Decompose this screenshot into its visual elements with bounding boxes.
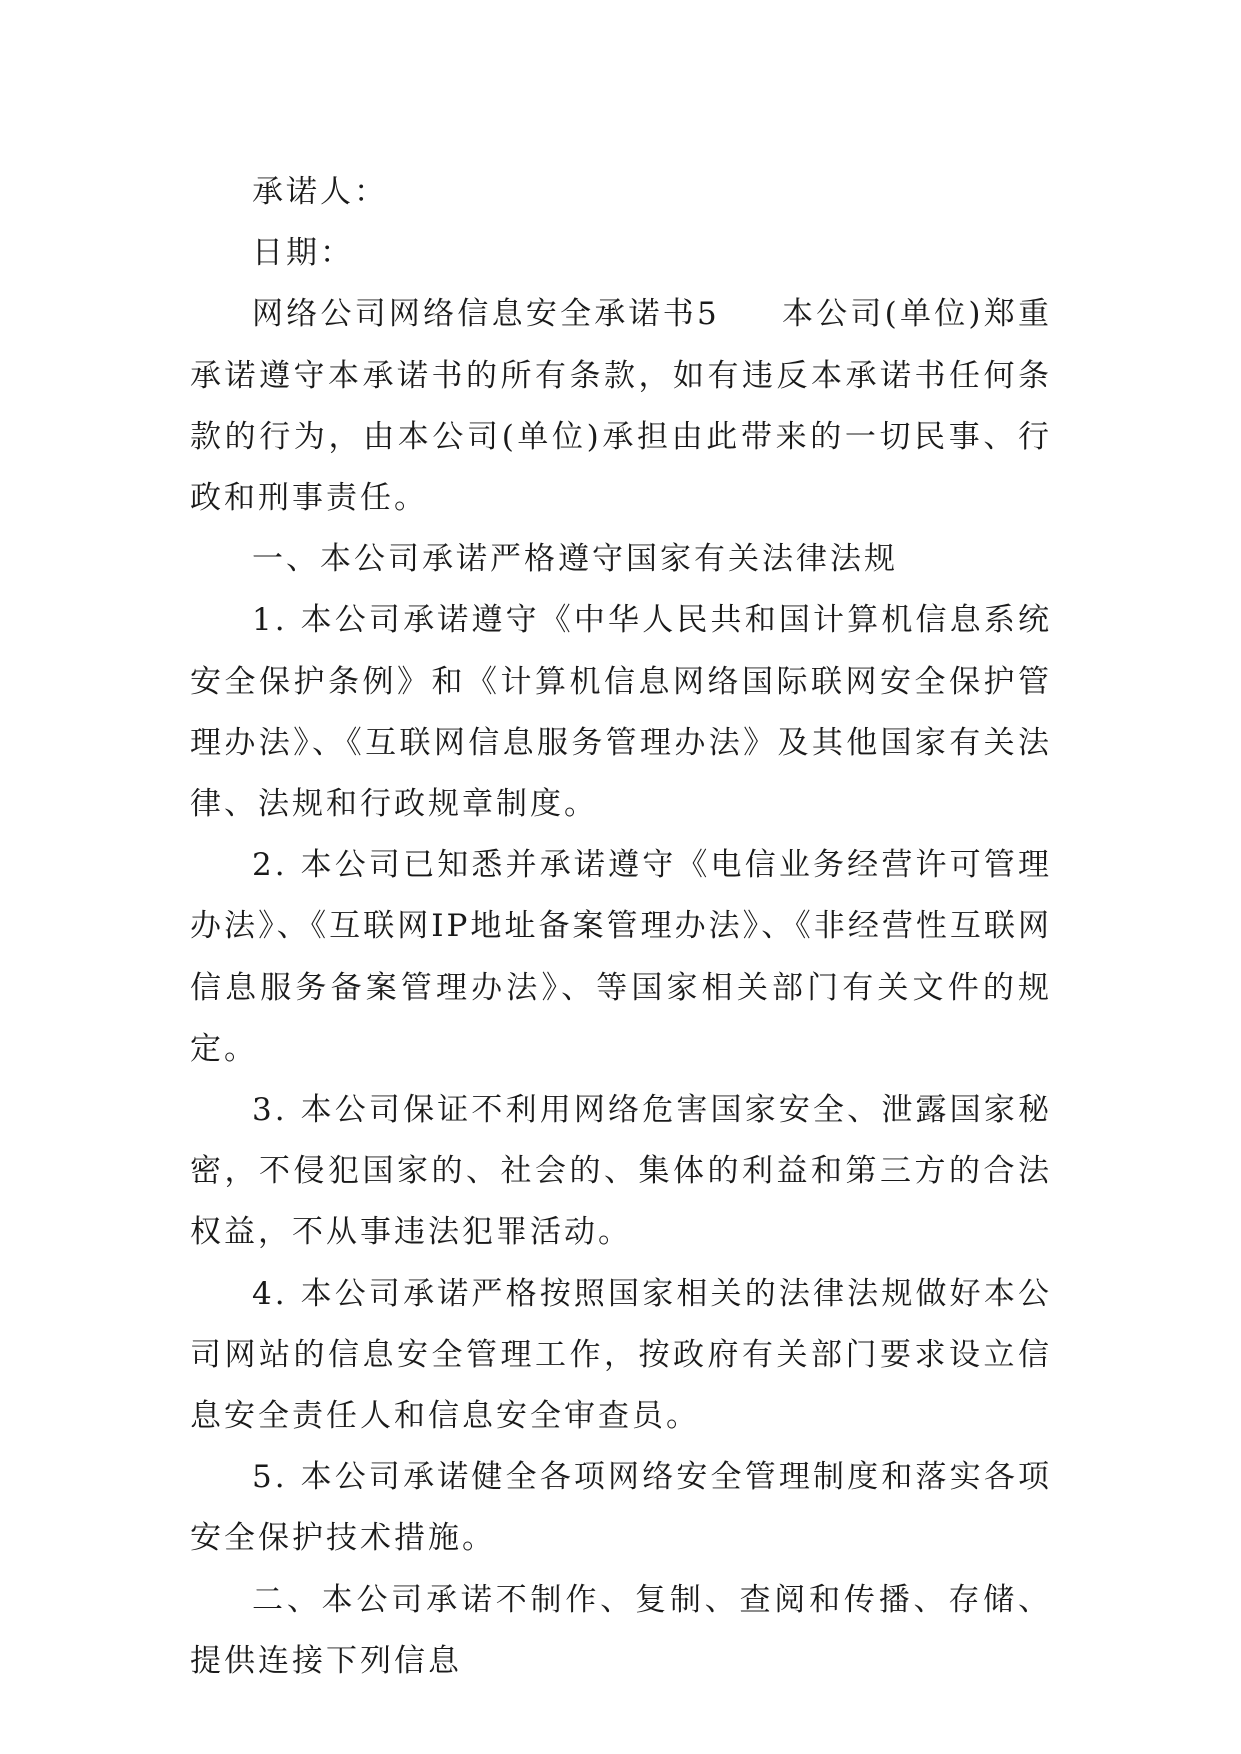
section-2-heading: 二、本公司承诺不制作、复制、查阅和传播、存储、提供连接下列信息: [190, 1581, 1052, 1679]
document-title: 网络公司网络信息安全承诺书5: [252, 296, 720, 333]
signer-label: 承诺人：: [252, 174, 388, 210]
list-item: 1. 本公司承诺遵守《中华人民共和国计算机信息系统安全保护条例》和《计算机信息网络国际联网安全保护管理办法》、《互联网信息服务管理办法》及其他国家有关法律、法规和行政规章制度。: [190, 602, 1052, 823]
list-item: 2. 本公司已知悉并承诺遵守《电信业务经营许可管理办法》、《互联网IP地址备案管理办法》、《非经营性互联网信息服务备案管理办法》、等国家相关部门有关文件的规定。: [190, 847, 1052, 1067]
list-item: 4. 本公司承诺严格按照国家相关的法律法规做好本公司网站的信息安全管理工作，按政府有关部门要求设立信息安全责任人和信息安全审查员。: [190, 1275, 1052, 1435]
list-item: 5. 本公司承诺健全各项网络安全管理制度和落实各项安全保护技术措施。: [190, 1459, 1052, 1557]
document-body: [190, 162, 1052, 1692]
intro-text: 本公司(单位)郑重承诺遵守本承诺书的所有条款，如有违反本承诺书任何条款的行为，由本公司(单位)承担由此带来的一切民事、行政和刑事责任。: [190, 296, 1052, 517]
section-1-heading: 一、本公司承诺严格遵守国家有关法律法规: [252, 541, 898, 578]
list-item: 3. 本公司保证不利用网络危害国家安全、泄露国家秘密，不侵犯国家的、社会的、集体的利益和第三方的合法权益，不从事违法犯罪活动。: [190, 1092, 1052, 1251]
title-paragraph: [190, 284, 1052, 529]
date-label: 日期：: [252, 235, 354, 272]
